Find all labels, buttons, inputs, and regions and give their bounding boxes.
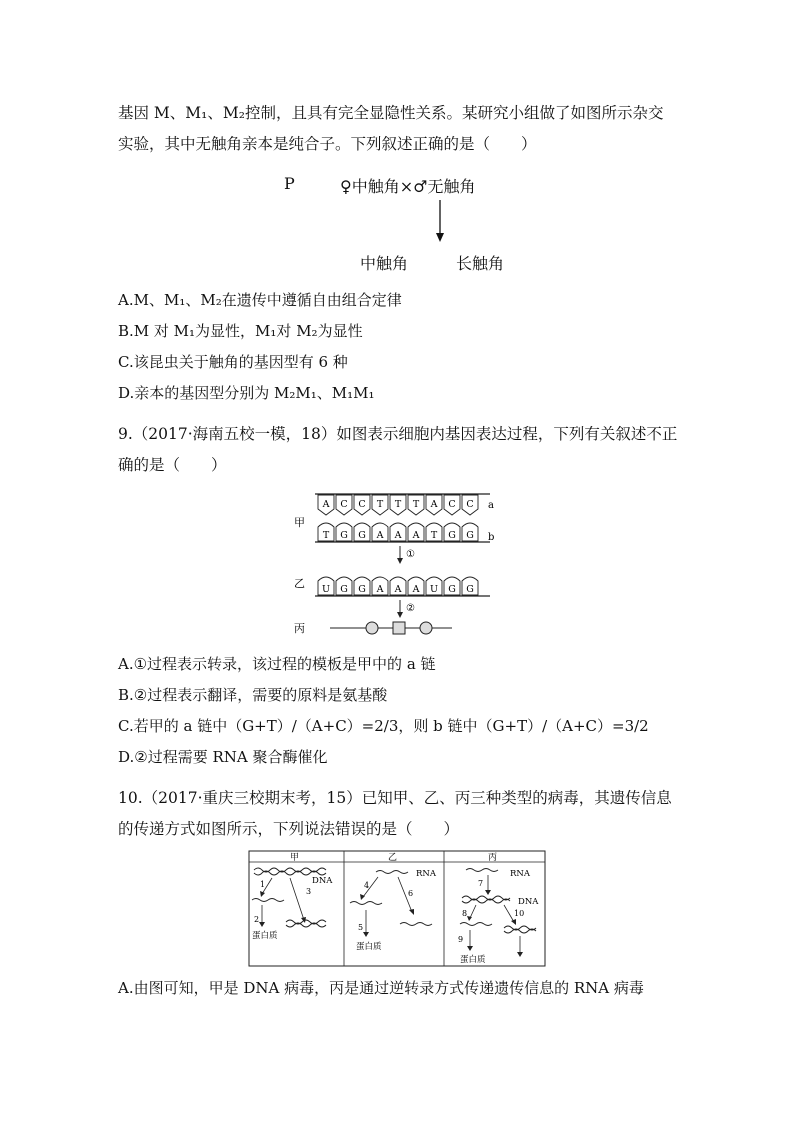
- cross-offspring-2: 长触角: [456, 254, 505, 273]
- mrna-base: G: [358, 584, 366, 595]
- mrna-base: U: [321, 584, 331, 595]
- jia-protein: 蛋白质: [252, 931, 278, 941]
- amino-acid-square: [393, 622, 405, 634]
- q10-option-a: A.由图可知，甲是 DNA 病毒，丙是通过逆转录方式传递遗传信息的 RNA 病毒: [118, 979, 644, 997]
- q9-option-a: A.①过程表示转录，该过程的模板是甲中的 a 链: [118, 655, 436, 673]
- dna-a-base: T: [376, 499, 384, 510]
- dna-b-base: T: [322, 530, 330, 541]
- q9-option-c: C.若甲的 a 链中（G+T）/（A+C）=2/3，则 b 链中（G+T）/（A+C）=3/2: [118, 717, 649, 735]
- dna-b-base: T: [430, 530, 438, 541]
- mrna-base: G: [466, 584, 474, 595]
- bing-protein: 蛋白质: [460, 955, 486, 965]
- dna-a-base: A: [430, 499, 438, 510]
- dna-b-base: G: [340, 530, 348, 541]
- q9-option-d: D.②过程需要 RNA 聚合酶催化: [118, 748, 328, 766]
- q8-option-d: D.亲本的基因型分别为 M₂M₁、M₁M₁: [118, 384, 375, 402]
- header-bing: 丙: [488, 853, 498, 863]
- mrna-base: A: [376, 584, 384, 595]
- strand-b-label: b: [488, 532, 495, 543]
- amino-acid-circle-2: [420, 622, 432, 634]
- bing-num-7: 7: [478, 879, 484, 888]
- q9-option-b: B.②过程表示翻译，需要的原料是氨基酸: [118, 686, 388, 704]
- mrna-strand: [318, 577, 478, 595]
- dna-a-base: T: [412, 499, 420, 510]
- mrna-base: A: [412, 584, 420, 595]
- dna-b-base: A: [394, 530, 402, 541]
- virus-information-figure: [248, 850, 546, 968]
- bing-rna-label: RNA: [510, 869, 530, 879]
- label-bing: 丙: [294, 622, 305, 635]
- step1-label: ①: [406, 549, 415, 560]
- bing-num-8: 8: [462, 909, 468, 918]
- q8-option-a: A.M、M₁、M₂在遗传中遵循自由组合定律: [118, 291, 402, 309]
- label-yi: 乙: [294, 577, 305, 590]
- dna-a-base: C: [358, 499, 366, 510]
- cross-offspring-1: 中触角: [360, 254, 409, 273]
- mrna-base: G: [448, 584, 456, 595]
- dna-b-base: G: [358, 530, 366, 541]
- q10-stem-line-2: 的传递方式如图所示，下列说法错误的是（ ）: [118, 820, 460, 838]
- bing-dna-label: DNA: [518, 897, 539, 907]
- dna-b-base: A: [376, 530, 384, 541]
- q8-stem-line-1: 基因 M、M₁、M₂控制，且具有完全显隐性关系。某研究小组做了如图所示杂交: [118, 104, 664, 122]
- yi-num-6: 6: [408, 889, 414, 898]
- dna-strand-a: [318, 495, 478, 515]
- yi-num-5: 5: [358, 923, 364, 932]
- dna-b-base: G: [448, 530, 456, 541]
- q8-option-b: B.M 对 M₁为显性，M₁对 M₂为显性: [118, 322, 363, 340]
- header-jia: 甲: [290, 853, 300, 863]
- dna-b-base: G: [466, 530, 474, 541]
- dna-a-base: C: [466, 499, 474, 510]
- q9-stem-line-2: 确的是（ ）: [118, 456, 227, 474]
- cross-p-label: P: [284, 174, 295, 193]
- yi-rna-label: RNA: [416, 869, 436, 879]
- cross-parents: ♀中触角×♂无触角: [340, 177, 476, 196]
- yi-num-4: 4: [364, 881, 370, 890]
- strand-a-label: a: [488, 500, 494, 511]
- mrna-base: A: [394, 584, 402, 595]
- q8-option-c: C.该昆虫关于触角的基因型有 6 种: [118, 353, 348, 371]
- jia-num-1: 1: [260, 880, 266, 889]
- dna-strand-b: [318, 523, 478, 541]
- dna-b-base: A: [412, 530, 420, 541]
- dna-a-base: T: [394, 499, 402, 510]
- gene-expression-figure: [290, 490, 510, 640]
- jia-num-3: 3: [306, 887, 312, 896]
- mrna-base: U: [429, 584, 439, 595]
- yi-protein: 蛋白质: [356, 942, 382, 952]
- dna-a-base: C: [340, 499, 348, 510]
- step2-label: ②: [406, 603, 415, 614]
- dna-a-base: A: [322, 499, 330, 510]
- header-yi: 乙: [388, 853, 398, 863]
- bing-num-9: 9: [458, 935, 464, 944]
- bing-num-10: 10: [514, 909, 525, 918]
- cross-down-arrow: [430, 200, 450, 244]
- amino-acid-circle-1: [366, 622, 378, 634]
- mrna-base: G: [340, 584, 348, 595]
- q8-stem-line-2: 实验，其中无触角亲本是纯合子。下列叙述正确的是（ ）: [118, 135, 537, 153]
- q10-stem-line-1: 10.（2017·重庆三校期末考，15）已知甲、乙、丙三种类型的病毒，其遗传信息: [118, 789, 672, 807]
- dna-a-base: C: [448, 499, 456, 510]
- jia-num-2: 2: [254, 915, 260, 924]
- jia-dna-label: DNA: [312, 876, 333, 886]
- label-jia: 甲: [294, 516, 305, 529]
- q9-stem-line-1: 9.（2017·海南五校一模，18）如图表示细胞内基因表达过程，下列有关叙述不正: [118, 425, 678, 443]
